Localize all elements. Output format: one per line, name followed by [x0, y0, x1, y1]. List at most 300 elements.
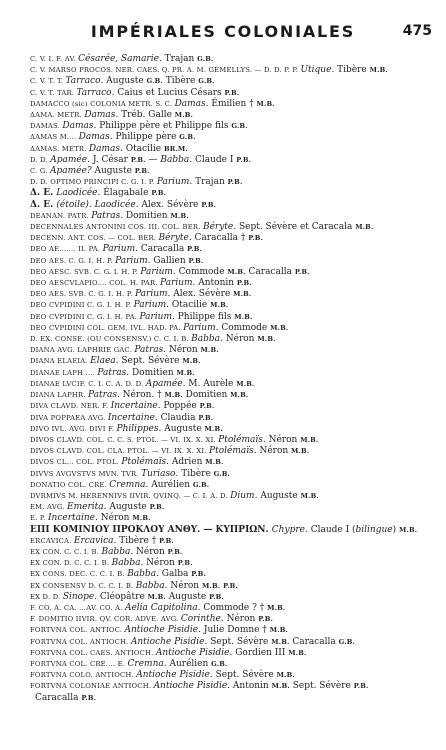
entry-text: . Domitien	[126, 367, 177, 378]
entry-text: Tibère	[162, 76, 199, 87]
catalogue-entry	[30, 469, 435, 480]
catalogue-entry	[30, 132, 435, 143]
entry-text: DVRMIVS M. HERENNIVS IIVIR. QVINQ. — C. I. A. D.	[30, 491, 231, 500]
entry-text: FORTVNA COL. CAES. ANTIOCH.	[30, 648, 156, 657]
entry-text: Utique	[300, 65, 332, 76]
catalogue-entry	[30, 480, 435, 491]
entry-text: Tarraco	[76, 87, 112, 98]
entry-text: . Néron	[253, 446, 292, 457]
entry-text: P.B.	[353, 682, 369, 691]
entry-text: . Caracalla	[135, 244, 188, 255]
entry-text: ΔAMAS. METR.	[30, 144, 89, 153]
entry-text: ΕΠΙ ΚΟΜΙΝΙΟΥ ΠΡΟΚΛΟΥ ΑΝΘΥ. — ΚΥΠΡΙΩΝ.	[30, 524, 272, 535]
catalogue-entry	[30, 188, 435, 199]
entry-text: . Alex. Sévère	[167, 289, 234, 300]
catalogue-entry	[30, 614, 435, 625]
entry-text: EX CON. D. C. C. I. B.	[30, 559, 112, 568]
entry-text: . Élagabale	[97, 188, 152, 199]
entry-text: M.B.	[291, 447, 310, 456]
entry-text: . Domitien	[120, 210, 171, 221]
entry-list	[30, 54, 435, 704]
catalogue-entry	[30, 289, 435, 300]
entry-text: P.B.	[223, 581, 238, 590]
entry-text: EX CONS. DEC. C. C. I. B.	[30, 570, 128, 579]
catalogue-entry	[30, 211, 435, 222]
entry-text: EM. AVG.	[30, 503, 68, 512]
entry-text: P.B.	[187, 245, 202, 254]
entry-text: . Philippe père et Philippe fils	[93, 121, 232, 132]
entry-text: Turiaso	[141, 468, 176, 479]
entry-text: M.B.	[176, 368, 195, 377]
entry-text: Cremna	[127, 658, 164, 669]
entry-text: . Commode	[215, 322, 271, 333]
entry-text: FORTVNA COLO. ANTIOCH.	[30, 671, 137, 680]
catalogue-entry	[30, 603, 435, 614]
entry-text: M.B.	[170, 211, 189, 220]
entry-text: Antioche Pisidie	[153, 681, 228, 692]
catalogue-entry	[30, 547, 435, 558]
entry-text: DEO AE....... II. PA.	[30, 245, 103, 254]
entry-text: Δ. E.	[30, 188, 57, 199]
entry-text: Antioche Pisidie	[136, 670, 210, 681]
entry-text: DEANAN. PATR.	[30, 211, 92, 220]
entry-text: DIVVS AVGVSTVS MVN. TVR.	[30, 469, 142, 478]
entry-text: . Antonin	[227, 681, 272, 692]
entry-text: Antioche Pisidie	[130, 636, 205, 647]
entry-text: G.B.	[179, 133, 196, 142]
entry-text: Δ. E.	[30, 199, 57, 210]
entry-text: . Sept. Sévère et Caracala	[233, 222, 356, 233]
entry-text: Parium	[160, 278, 193, 289]
entry-text: M.B.	[257, 335, 276, 344]
entry-text: Emerita	[67, 502, 104, 513]
entry-text: M.B.	[267, 603, 286, 612]
catalogue-entry	[30, 267, 435, 278]
entry-text: . Auguste	[100, 76, 147, 87]
entry-text: G.B.	[211, 659, 228, 668]
entry-text: Damas	[62, 121, 94, 132]
entry-text: . Tibère	[175, 468, 214, 479]
entry-text: M.B.	[236, 379, 255, 388]
catalogue-entry	[30, 312, 435, 323]
entry-text: Babba	[111, 558, 141, 569]
entry-text: M.B.	[270, 323, 289, 332]
catalogue-entry	[30, 558, 435, 569]
page-header	[0, 22, 446, 44]
entry-text: M.B.	[227, 267, 246, 276]
entry-text: M.B.	[288, 648, 307, 657]
entry-text: DIVA POPPAEA AVG.	[30, 413, 108, 422]
catalogue-entry	[30, 65, 435, 76]
entry-text: . Antonin	[192, 278, 237, 289]
entry-text: . J. César	[87, 154, 131, 165]
catalogue-entry	[30, 648, 435, 659]
entry-text: . Commode	[172, 266, 228, 277]
entry-text: G.B.	[198, 77, 215, 86]
entry-text: P.B.	[167, 547, 183, 556]
entry-text: G.B.	[338, 637, 356, 646]
entry-text: M.B.	[204, 424, 223, 433]
entry-text: P.B.	[151, 189, 167, 198]
entry-text: . Julie Domne †	[198, 625, 270, 636]
entry-text: . Aurélien	[145, 479, 193, 490]
entry-text: . Sept. Sévère	[209, 670, 277, 681]
entry-text: Parium	[102, 244, 136, 255]
entry-text: . Gordien III	[229, 647, 289, 658]
catalogue-entry	[30, 637, 435, 648]
entry-text: Incertaine	[48, 513, 96, 524]
entry-text: . Néron	[95, 513, 133, 524]
catalogue-entry	[30, 323, 435, 334]
entry-text: Dium	[230, 490, 255, 501]
entry-text: Damas	[78, 132, 110, 143]
entry-text: DEO AESCVLAPIO.... COL. H. PAR.	[30, 279, 160, 288]
entry-text: . Poppée	[157, 401, 200, 412]
catalogue-entry	[30, 379, 435, 390]
entry-text: Parium	[139, 311, 172, 322]
entry-text: DIVA CLAVD. NER. F.	[30, 402, 111, 411]
entry-text: Chypre	[271, 524, 305, 535]
entry-text: P.B.	[130, 155, 146, 164]
entry-continuation	[30, 693, 435, 704]
entry-text: . Philippe père	[109, 132, 180, 143]
entry-text: . Aurélien	[163, 658, 212, 669]
entry-text: . Auguste	[103, 502, 150, 513]
entry-text: EX CON. C. C. I. B.	[30, 547, 102, 556]
entry-text: bilingue	[355, 524, 393, 535]
entry-text: ERCAVICA.	[30, 536, 74, 545]
entry-text: M.B.	[300, 491, 319, 500]
entry-text: DIVOS CLAVD. COL. C. C. S. PTOL. — VI. IX. X. XI.	[30, 435, 219, 444]
entry-text: . Auguste	[254, 490, 301, 501]
entry-text: Caracalla	[289, 636, 339, 647]
entry-text: DIANA ELAEIA.	[30, 357, 91, 366]
entry-text: Césarée, Samarie	[78, 54, 159, 64]
entry-text: M.B.	[200, 346, 219, 355]
catalogue-entry	[30, 256, 435, 267]
entry-text: FORTVNA COL. ANTIOCH.	[30, 637, 131, 646]
entry-text: Damas	[88, 143, 121, 154]
entry-text: M.B.	[147, 592, 166, 601]
entry-text: C. G.	[30, 167, 50, 176]
entry-text: Auguste	[91, 166, 135, 177]
catalogue-entry	[30, 502, 435, 513]
entry-text: . Otacilie	[166, 300, 211, 311]
entry-text: M.B.	[369, 66, 388, 75]
entry-text: Antioche Pisidie	[155, 647, 230, 658]
entry-text: . Otacilie	[120, 143, 164, 154]
entry-text: M.B.	[174, 111, 194, 120]
entry-text: P.B.	[81, 693, 97, 702]
entry-text: DECENNALES ANTONINI COS. III. COL. BER.	[30, 223, 203, 232]
entry-text: P.B.	[191, 570, 207, 579]
entry-text: M.B.	[132, 514, 151, 523]
entry-text: DEO AES. C. G. I. H. P.	[30, 256, 116, 265]
entry-text: . Gallien	[147, 255, 189, 266]
entry-text: M.B.	[164, 391, 183, 400]
entry-text: FORTVNA COL. ANTIOC.	[30, 626, 125, 635]
catalogue-entry	[30, 446, 435, 457]
entry-text: Laodicée	[56, 188, 98, 199]
entry-text: DEO AESC. SVB. C. G. I. H. P.	[30, 267, 141, 276]
entry-text: EX CONSENSV D. C. C. I. B.	[30, 581, 136, 590]
entry-text: P.B.	[258, 615, 274, 624]
entry-text: P.B.	[134, 167, 150, 176]
entry-text: . Néron	[130, 546, 168, 557]
entry-text: . Tréb. Galle	[115, 110, 175, 121]
catalogue-entry	[30, 345, 435, 356]
entry-text: C. V. T. TAR.	[30, 88, 77, 97]
entry-text: C. V. T. T.	[30, 77, 66, 86]
entry-text: Sinope	[62, 591, 95, 602]
entry-text: P.B.	[177, 559, 193, 568]
entry-text: P.B.	[294, 267, 310, 276]
catalogue-entry	[30, 670, 435, 681]
catalogue-entry	[30, 625, 435, 636]
entry-text: Patras	[91, 210, 121, 221]
entry-text: DEO CVPIDINI C. G. I. H. P.	[30, 301, 134, 310]
catalogue-entry	[30, 581, 435, 592]
entry-text: P.B.	[248, 234, 264, 243]
catalogue-entry	[30, 144, 435, 155]
entry-text: Babba	[160, 154, 190, 165]
entry-text: DIVO IVL. AVG. DIVI F.	[30, 424, 117, 433]
catalogue-entry	[30, 435, 435, 446]
entry-text: Apamée	[50, 154, 88, 165]
entry-text: E. P.	[30, 514, 48, 523]
entry-text: . Caracalla †	[188, 233, 249, 244]
entry-text: Parium	[183, 322, 216, 333]
entry-text: BR.M.	[163, 144, 188, 153]
entry-text: P.B.	[198, 413, 214, 422]
entry-text: M.B.	[256, 99, 275, 108]
entry-text: Babba	[135, 580, 165, 591]
entry-text: Parium	[140, 266, 173, 277]
catalogue-entry	[30, 334, 435, 345]
catalogue-entry	[30, 681, 435, 703]
entry-text: M.B.	[201, 581, 221, 590]
entry-text: G.B.	[192, 480, 210, 489]
entry-text: M.B.	[182, 357, 201, 366]
entry-text: P.B.	[224, 88, 240, 97]
entry-text: DEO CVPIDINI COL. GEM. IVL. HAD. PA.	[30, 323, 184, 332]
catalogue-entry	[30, 536, 435, 547]
entry-text: G.B.	[231, 122, 248, 131]
entry-text: M.B.	[233, 290, 252, 299]
catalogue-entry	[30, 401, 435, 412]
catalogue-entry	[30, 413, 435, 424]
catalogue-entry	[30, 457, 435, 468]
catalogue-entry	[30, 356, 435, 367]
catalogue-entry	[30, 110, 435, 121]
catalogue-entry	[30, 244, 435, 255]
entry-text: . Commode ? †	[197, 602, 268, 613]
entry-text: G.B.	[213, 469, 231, 478]
entry-text: FORTVNA COLONIAE ANTIOCH.	[30, 682, 154, 691]
entry-text: . Néron	[220, 614, 259, 625]
entry-text: Béryte	[158, 233, 189, 244]
entry-text: D. D. OPTIMO PRINCIPI C. G. I. P.	[30, 178, 157, 187]
catalogue-entry	[30, 390, 435, 401]
entry-text: G.B.	[197, 55, 214, 63]
entry-text: Babba	[191, 334, 221, 345]
entry-text: P.B.	[199, 402, 215, 411]
entry-text: G.B.	[146, 77, 163, 86]
entry-text: . Néron	[262, 434, 301, 445]
catalogue-entry	[30, 54, 435, 65]
entry-text: (étoile). Laodicée	[56, 199, 136, 210]
catalogue-entry	[30, 278, 435, 289]
entry-text: . Claude I	[189, 154, 237, 165]
entry-text: Antioche Pisidie	[124, 625, 199, 636]
page-number: 475	[402, 23, 432, 39]
entry-text: DIANAE LVCIF. C. I. C. A. D. D.	[30, 379, 146, 388]
entry-text: M.B.	[271, 682, 290, 691]
entry-text: M.B.	[271, 637, 290, 646]
entry-text: Sept. Sévère	[289, 681, 354, 692]
entry-text: DIVOS CL... COL. PTOL.	[30, 458, 122, 467]
entry-text: P.B.	[159, 536, 174, 545]
entry-text: . Néron	[220, 334, 258, 345]
entry-text: . Claude I (	[304, 524, 356, 535]
entry-text: F. CO. A. CA. ...AV. CO. A.	[30, 603, 125, 612]
entry-text: C. V. I. F. AV.	[30, 55, 79, 63]
catalogue-entry	[30, 513, 435, 524]
catalogue-entry	[30, 525, 435, 536]
entry-text: DAMAS.	[30, 122, 63, 131]
entry-text: DIVOS CLAVD. COL. CLA. PTOL. — VI. IX. X. XI.	[30, 447, 210, 456]
entry-text: Ptolémaïs	[218, 434, 263, 445]
entry-text: Parium	[115, 255, 148, 266]
entry-text: M.B.	[205, 458, 224, 467]
entry-text: . Tibère †	[113, 535, 160, 546]
entry-text: . M. Aurèle	[182, 378, 237, 389]
entry-text: P.B.	[236, 279, 252, 288]
entry-text: Caracalla	[35, 692, 82, 703]
catalogue-entry	[30, 121, 435, 132]
entry-text: Cremna	[109, 479, 146, 490]
entry-text: P.B.	[188, 256, 204, 265]
entry-text: )	[392, 524, 399, 535]
entry-text: . Néron	[140, 558, 178, 569]
entry-text: Patras	[134, 345, 164, 356]
entry-text: ΔAMA. METR.	[30, 111, 85, 120]
catalogue-entry	[30, 491, 435, 502]
entry-text: . Caius et Lucius Césars	[111, 87, 225, 98]
entry-text: M.B.	[355, 223, 374, 232]
entry-text: Caracalla	[245, 266, 295, 277]
entry-text: M.B.	[230, 391, 249, 400]
entry-text: . Trajan	[158, 54, 198, 64]
entry-text: . Sept. Sévère	[204, 636, 272, 647]
entry-text: . Sept. Sévère	[115, 356, 183, 367]
entry-text: Damas	[84, 110, 116, 121]
entry-text: . Trajan	[189, 177, 228, 188]
entry-text: . Néron. †	[116, 390, 165, 401]
entry-text: M.B.	[234, 312, 253, 321]
entry-text: . Alex. Sévère	[135, 199, 202, 210]
entry-text: F. DOMITIO IIVIR. QV. COR. ADVE. AVG.	[30, 615, 181, 624]
entry-text: ΔAMAS M....	[30, 133, 79, 142]
entry-text: Apamée	[145, 378, 183, 389]
entry-text: . Néron	[163, 345, 201, 356]
entry-text: D. D.	[30, 155, 51, 164]
entry-text: . Auguste	[158, 423, 205, 434]
entry-text: P.B.	[209, 592, 224, 601]
entry-text: . Tibère	[331, 65, 370, 76]
entry-text: P.B.	[149, 503, 165, 512]
entry-text: DEO AES. SVB. C. G. I. H. P.	[30, 290, 135, 299]
entry-text: . Philippe fils	[172, 311, 235, 322]
entry-text: P.B.	[227, 178, 243, 187]
catalogue-entry	[30, 166, 435, 177]
catalogue-entry	[30, 88, 435, 99]
entry-text: Ptolémaïs	[121, 457, 167, 468]
entry-text: . Claudia	[154, 412, 199, 423]
entry-text: Aelia Capitolina	[124, 602, 198, 613]
entry-text: DIANAE LAPH.....	[30, 368, 98, 377]
entry-text: DIANA LAPHR.	[30, 391, 89, 400]
entry-text: C. V. MARSO PROCOS. NER. CAES. Q. PR. A. M. GEMELLYS. — D. D. P. P.	[30, 66, 301, 75]
entry-text: . Émilien †	[205, 98, 257, 109]
catalogue-entry	[30, 659, 435, 670]
entry-text: Parium	[135, 289, 168, 300]
catalogue-entry	[30, 569, 435, 580]
entry-text: DECENN. ANT. COS. — COL. BER.	[30, 234, 159, 243]
entry-text: D. EX. CONSE. (OU CONSENSV.) C. C. I. B.	[30, 335, 192, 344]
catalogue-entry	[30, 592, 435, 603]
entry-text: Parium	[156, 177, 190, 188]
entry-text: P.B.	[201, 200, 217, 209]
entry-text: Incertaine	[110, 401, 158, 412]
catalogue-entry	[30, 424, 435, 435]
entry-text: Patras	[97, 367, 127, 378]
entry-text: M.B.	[300, 435, 319, 444]
entry-text: Patras	[88, 390, 117, 401]
catalogue-entry	[30, 368, 435, 379]
entry-text: Domitien	[182, 390, 231, 401]
entry-text: Babba	[127, 569, 157, 580]
entry-text: . Néron	[164, 580, 202, 591]
entry-text: Damas	[174, 98, 206, 109]
entry-text: DAMACCO (sic) COLONIA METR. S. C.	[30, 99, 175, 108]
entry-text: Elaea	[90, 356, 116, 367]
catalogue-entry	[30, 177, 435, 188]
entry-text: Ercavica	[73, 535, 114, 546]
entry-text: Babba	[101, 546, 131, 557]
entry-text: M.B.	[276, 671, 295, 680]
entry-text: Ptolémaïs	[209, 446, 254, 457]
entry-text: —	[145, 154, 161, 165]
catalogue-entry	[30, 99, 435, 110]
entry-text: . Adrien	[166, 457, 206, 468]
entry-text: M.B.	[269, 626, 288, 635]
entry-text: DONATIO COL. CRE.	[30, 480, 110, 489]
entry-text: DEO CVPIDINI C. G. I. H. PA.	[30, 312, 140, 321]
entry-text: Tarraco	[65, 76, 101, 87]
entry-text: Incertaine	[107, 412, 155, 423]
catalogue-entry	[30, 155, 435, 166]
entry-text: M.B.	[210, 301, 229, 310]
entry-text: Béryte	[202, 222, 234, 233]
entry-text: EX D. D.	[30, 592, 63, 601]
page-title: IMPÉRIALES COLONIALES	[90, 22, 356, 41]
catalogue-entry	[30, 233, 435, 244]
entry-text: . Cléopâtre	[94, 591, 148, 602]
entry-text: Apamée?	[50, 166, 92, 177]
entry-text: DIANA AVG. LAPHRIE GAC.	[30, 346, 135, 355]
catalogue-entry	[30, 222, 435, 233]
